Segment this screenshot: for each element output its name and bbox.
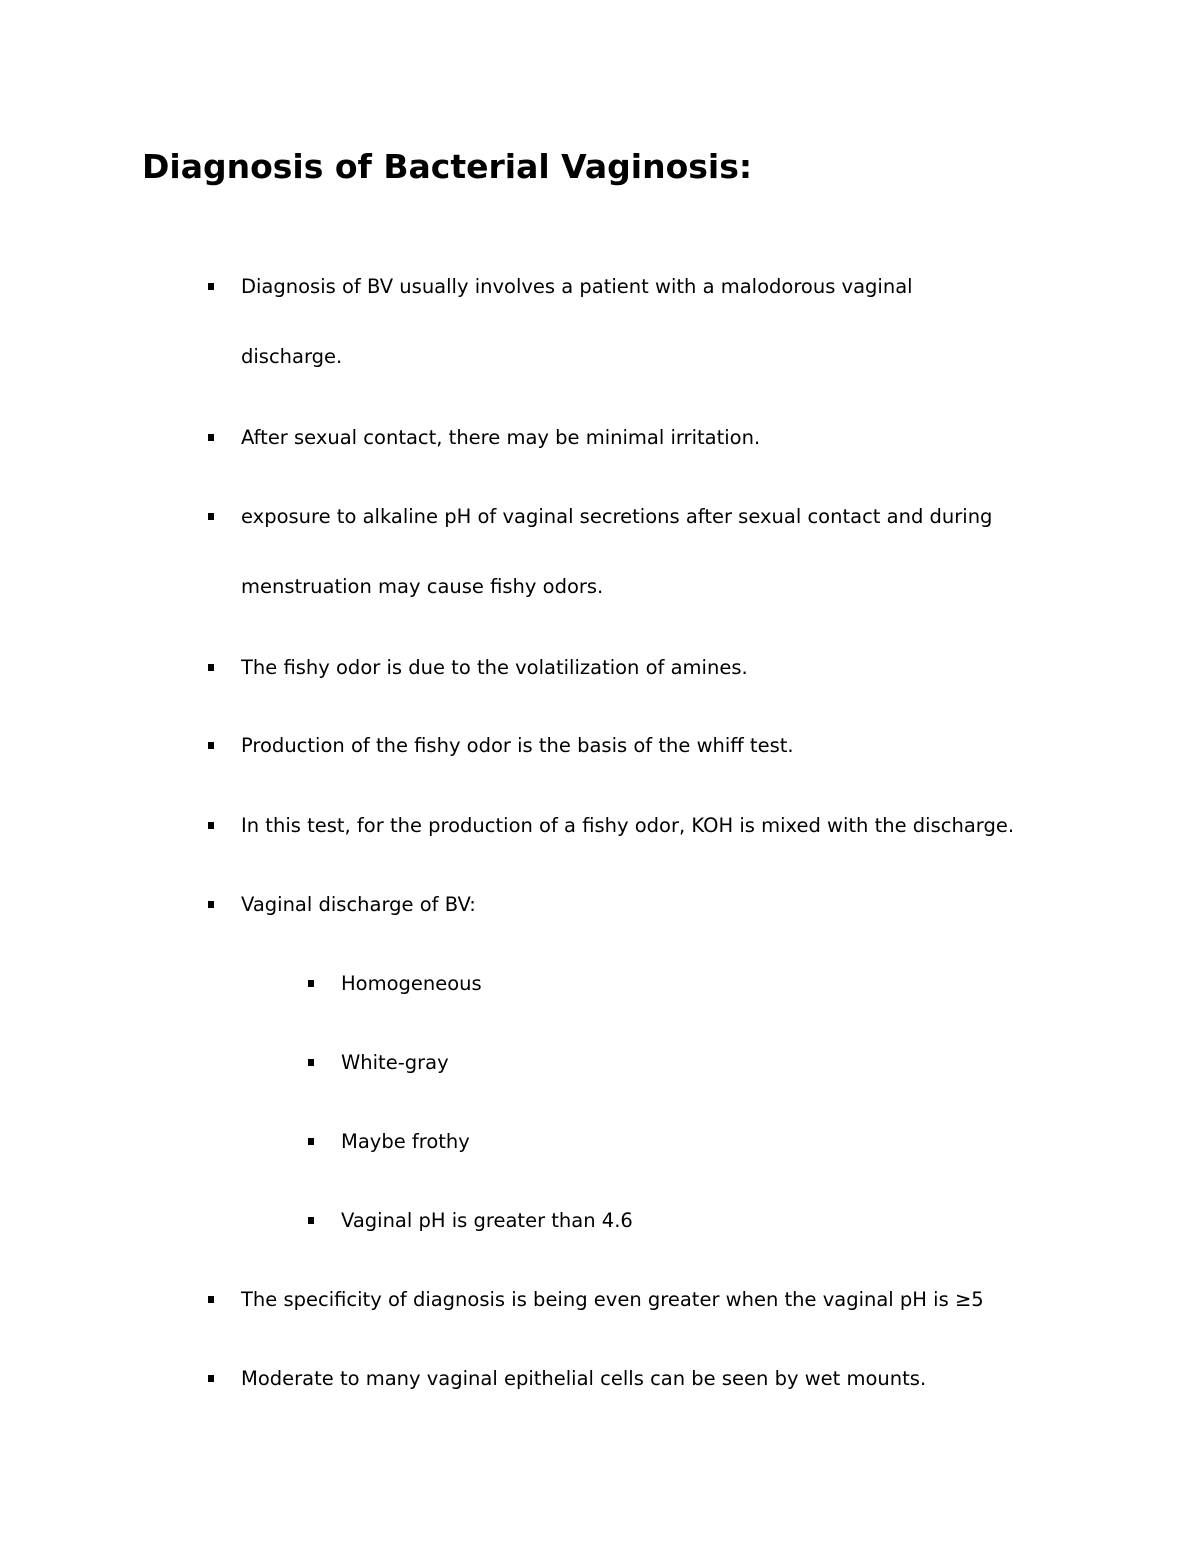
- list-item-line: Maybe frothy: [341, 1130, 470, 1153]
- list-item-line: In this test, for the production of a fishy odor, KOH is mixed with the discharge.: [241, 814, 1015, 837]
- list-item-line: After sexual contact, there may be minimal irritation.: [241, 426, 761, 449]
- list-item-line: menstruation may cause fishy odors.: [241, 575, 604, 598]
- list-item: [241, 252, 913, 392]
- list-item: [241, 1344, 926, 1414]
- list-item-line: Moderate to many vaginal epithelial cells can be seen by wet mounts.: [241, 1367, 927, 1390]
- list-item-line: Vaginal discharge of BV:: [241, 893, 476, 916]
- list-item-line: Diagnosis of BV usually involves a patient with a malodorous vaginal: [241, 275, 913, 298]
- square-bullet-icon: [308, 980, 314, 987]
- list-item: [241, 633, 748, 703]
- square-bullet-icon: [208, 1375, 214, 1382]
- square-bullet-icon: [208, 822, 214, 829]
- square-bullet-icon: [208, 513, 214, 520]
- list-item-line: discharge.: [241, 345, 343, 368]
- square-bullet-icon: [208, 434, 214, 441]
- square-bullet-icon: [308, 1217, 314, 1224]
- list-item: [341, 949, 482, 1019]
- list-item: [241, 870, 476, 940]
- list-item-line: Vaginal pH is greater than 4.6: [341, 1209, 633, 1232]
- list-item-line: The fishy odor is due to the volatilization of amines.: [241, 656, 748, 679]
- square-bullet-icon: [308, 1059, 314, 1066]
- list-item: [241, 1265, 984, 1335]
- list-item: [241, 791, 1014, 861]
- square-bullet-icon: [208, 664, 214, 671]
- square-bullet-icon: [208, 901, 214, 908]
- list-item: [241, 711, 794, 781]
- list-item: [341, 1107, 470, 1177]
- list-item-line: exposure to alkaline pH of vaginal secretions after sexual contact and during: [241, 505, 993, 528]
- square-bullet-icon: [308, 1138, 314, 1145]
- list-item: [341, 1028, 449, 1098]
- list-item-line: White-gray: [341, 1051, 449, 1074]
- list-item: [241, 482, 992, 622]
- list-item: [341, 1186, 633, 1256]
- square-bullet-icon: [208, 742, 214, 749]
- square-bullet-icon: [208, 283, 214, 290]
- document-title: Diagnosis of Bacterial Vaginosis:: [142, 147, 753, 186]
- square-bullet-icon: [208, 1296, 214, 1303]
- list-item-line: Production of the fishy odor is the basis of the whiff test.: [241, 734, 794, 757]
- list-item-line: The specificity of diagnosis is being even greater when the vaginal pH is ≥5: [241, 1288, 984, 1311]
- list-item: [241, 403, 760, 473]
- list-item-line: Homogeneous: [341, 972, 482, 995]
